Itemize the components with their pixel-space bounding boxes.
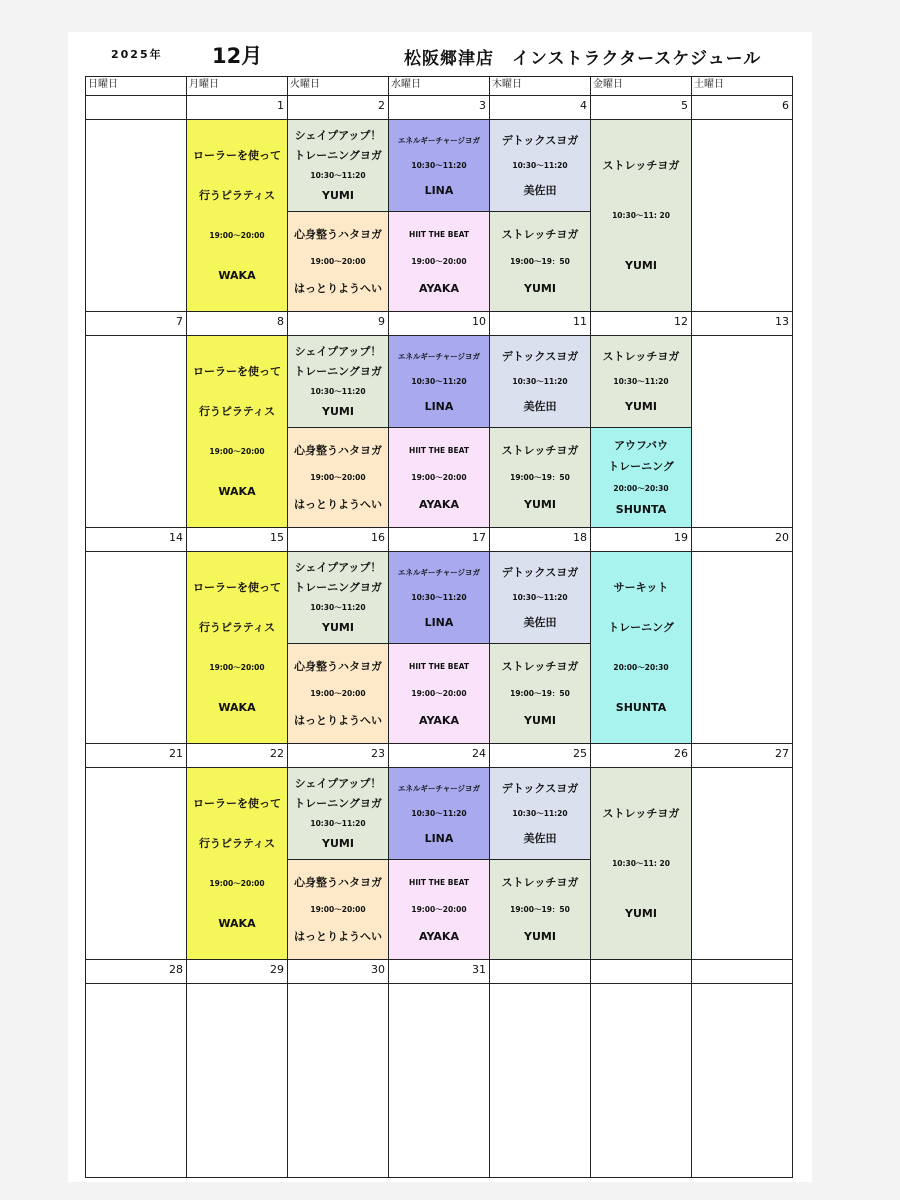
class-text: 行うピラティス — [198, 837, 276, 850]
class-text: 美佐田 — [523, 616, 557, 629]
class-block — [388, 335, 490, 428]
class-text: エネルギーチャージヨガ — [397, 136, 481, 145]
day-number: 1 — [186, 95, 288, 120]
day-number: 8 — [186, 311, 288, 336]
class-text: YUMI — [322, 405, 354, 418]
class-text: 19:00～20:00 — [411, 689, 467, 698]
class-block — [186, 551, 288, 744]
class-text: ローラーを使って — [193, 149, 281, 162]
day-cell — [691, 767, 793, 960]
class-text: AYAKA — [419, 930, 459, 943]
class-text: サーキット — [613, 581, 669, 594]
class-text: 心身整うハタヨガ — [294, 660, 382, 673]
class-text: 10:30～11:20 — [512, 593, 568, 602]
class-block — [287, 335, 389, 428]
day-cell — [691, 551, 793, 744]
class-text: 19:00～19：50 — [510, 473, 570, 482]
class-text: YUMI — [625, 400, 657, 413]
class-block — [590, 335, 692, 428]
class-text: 19:00～20:00 — [209, 879, 265, 888]
day-number — [85, 95, 187, 120]
class-block — [186, 119, 288, 312]
day-number: 6 — [691, 95, 793, 120]
class-block — [388, 767, 490, 860]
day-number — [590, 959, 692, 984]
class-block — [388, 211, 490, 312]
day-number: 14 — [85, 527, 187, 552]
class-text: YUMI — [322, 189, 354, 202]
class-text: アウフバウ — [613, 438, 669, 452]
weekday-header: 水曜日 — [388, 76, 490, 96]
class-text: HIIT THE BEAT — [409, 878, 469, 887]
class-text: WAKA — [218, 701, 256, 714]
day-number: 27 — [691, 743, 793, 768]
class-text: 19:00～20:00 — [411, 905, 467, 914]
class-text: YUMI — [322, 621, 354, 634]
class-text: SHUNTA — [615, 701, 667, 714]
class-text: 19:00～20:00 — [209, 663, 265, 672]
day-number: 5 — [590, 95, 692, 120]
class-block — [388, 859, 490, 960]
class-text: 心身整うハタヨガ — [294, 228, 382, 241]
day-cell — [388, 983, 490, 1178]
class-block — [489, 427, 591, 528]
class-text: デトックスヨガ — [501, 782, 579, 795]
day-number: 22 — [186, 743, 288, 768]
class-text: エネルギーチャージヨガ — [397, 784, 481, 793]
class-text: YUMI — [625, 907, 657, 920]
class-text: ストレッチヨガ — [602, 159, 680, 172]
class-text: SHUNTA — [615, 503, 667, 517]
day-cell — [85, 983, 187, 1178]
weekday-header: 土曜日 — [691, 76, 793, 96]
class-text: 19:00～20:00 — [310, 257, 366, 266]
class-text: HIIT THE BEAT — [409, 662, 469, 671]
day-number: 12 — [590, 311, 692, 336]
class-text: 19:00～20:00 — [209, 447, 265, 456]
class-text: 心身整うハタヨガ — [294, 876, 382, 889]
day-cell — [590, 983, 692, 1178]
class-block — [388, 427, 490, 528]
class-text: LINA — [424, 400, 454, 413]
class-text: エネルギーチャージヨガ — [397, 352, 481, 361]
class-text: AYAKA — [419, 498, 459, 511]
day-cell — [85, 551, 187, 744]
class-text: WAKA — [218, 917, 256, 930]
class-text: 10:30～11:20 — [411, 593, 467, 602]
day-number: 3 — [388, 95, 490, 120]
class-text: 20:00～20:30 — [613, 483, 669, 493]
weekday-header: 木曜日 — [489, 76, 591, 96]
class-text: ローラーを使って — [193, 581, 281, 594]
class-text: AYAKA — [419, 282, 459, 295]
class-text: はっとりようへい — [294, 930, 382, 943]
class-block — [590, 767, 692, 960]
class-text: シェイプアップ！ — [294, 129, 382, 142]
class-block — [287, 211, 389, 312]
day-number: 15 — [186, 527, 288, 552]
day-number: 31 — [388, 959, 490, 984]
day-cell — [85, 335, 187, 528]
class-block — [489, 335, 591, 428]
class-text: トレーニング — [608, 621, 674, 634]
class-text: AYAKA — [419, 714, 459, 727]
class-text: 19:00～20:00 — [310, 905, 366, 914]
class-block — [388, 643, 490, 744]
class-text: 20:00～20:30 — [613, 663, 669, 672]
class-text: YUMI — [524, 282, 556, 295]
class-text: 19:00～20:00 — [310, 689, 366, 698]
class-text: 行うピラティス — [198, 405, 276, 418]
class-text: トレーニングヨガ — [294, 797, 382, 810]
class-text: HIIT THE BEAT — [409, 230, 469, 239]
class-text: 19:00～19：50 — [510, 905, 570, 914]
class-text: デトックスヨガ — [501, 566, 579, 579]
day-number: 19 — [590, 527, 692, 552]
day-number: 17 — [388, 527, 490, 552]
class-text: 美佐田 — [523, 184, 557, 197]
class-text: 10:30～11:20 — [411, 809, 467, 818]
class-text: ローラーを使って — [193, 365, 281, 378]
class-block — [287, 551, 389, 644]
class-text: 10:30～11:20 — [310, 171, 366, 180]
day-number: 7 — [85, 311, 187, 336]
class-text: ストレッチヨガ — [501, 444, 579, 457]
day-cell — [691, 335, 793, 528]
class-block — [287, 119, 389, 212]
class-text: WAKA — [218, 485, 256, 498]
class-text: ストレッチヨガ — [501, 876, 579, 889]
day-number: 16 — [287, 527, 389, 552]
class-block — [287, 427, 389, 528]
class-text: WAKA — [218, 269, 256, 282]
day-cell — [186, 983, 288, 1178]
class-text: 10:30～11:20 — [411, 161, 467, 170]
class-text: 19:00～19：50 — [510, 257, 570, 266]
day-cell — [691, 983, 793, 1178]
class-text: 心身整うハタヨガ — [294, 444, 382, 457]
class-text: HIIT THE BEAT — [409, 446, 469, 455]
day-cell — [489, 983, 591, 1178]
class-text: LINA — [424, 616, 454, 629]
class-text: 19:00～20:00 — [209, 231, 265, 240]
class-text: デトックスヨガ — [501, 350, 579, 363]
day-number: 28 — [85, 959, 187, 984]
class-text: YUMI — [524, 714, 556, 727]
class-block — [590, 119, 692, 312]
class-text: 19:00～20:00 — [411, 257, 467, 266]
class-text: シェイプアップ！ — [294, 777, 382, 790]
class-text: 10:30～11:20 — [512, 809, 568, 818]
class-text: YUMI — [524, 498, 556, 511]
weekday-header: 火曜日 — [287, 76, 389, 96]
class-text: 美佐田 — [523, 832, 557, 845]
class-text: 10:30～11:20 — [512, 161, 568, 170]
class-text: ストレッチヨガ — [501, 660, 579, 673]
class-block — [489, 859, 591, 960]
class-block — [186, 335, 288, 528]
day-number: 26 — [590, 743, 692, 768]
class-text: 10:30～11:20 — [512, 377, 568, 386]
year-label: 2025年 — [111, 48, 163, 61]
day-number: 11 — [489, 311, 591, 336]
day-cell — [691, 119, 793, 312]
day-number — [691, 959, 793, 984]
class-text: トレーニングヨガ — [294, 149, 382, 162]
class-text: シェイプアップ！ — [294, 561, 382, 574]
class-text: デトックスヨガ — [501, 134, 579, 147]
class-block — [287, 643, 389, 744]
day-number: 29 — [186, 959, 288, 984]
class-block — [489, 211, 591, 312]
class-text: シェイプアップ！ — [294, 345, 382, 358]
class-text: 10:30～11:20 — [613, 377, 669, 386]
day-number: 20 — [691, 527, 793, 552]
day-cell — [287, 983, 389, 1178]
class-text: LINA — [424, 184, 454, 197]
weekday-header: 金曜日 — [590, 76, 692, 96]
day-number: 10 — [388, 311, 490, 336]
day-number: 21 — [85, 743, 187, 768]
class-text: トレーニング — [608, 460, 674, 474]
class-text: YUMI — [322, 837, 354, 850]
schedule-title: 松阪郷津店 インストラクタースケジュール — [404, 49, 762, 69]
day-number: 4 — [489, 95, 591, 120]
day-number: 9 — [287, 311, 389, 336]
day-number: 24 — [388, 743, 490, 768]
class-text: 19:00～19：50 — [510, 689, 570, 698]
day-cell — [85, 767, 187, 960]
class-text: 行うピラティス — [198, 621, 276, 634]
day-number — [489, 959, 591, 984]
class-text: エネルギーチャージヨガ — [397, 568, 481, 577]
class-text: 10:30～11:20 — [310, 603, 366, 612]
class-text: 10:30～11:20 — [411, 377, 467, 386]
class-text: トレーニングヨガ — [294, 581, 382, 594]
class-block — [186, 767, 288, 960]
month-label: 12月 — [212, 44, 263, 68]
calendar-grid — [85, 76, 793, 1172]
class-block — [489, 119, 591, 212]
day-number: 23 — [287, 743, 389, 768]
class-block — [489, 551, 591, 644]
class-text: 19:00～20:00 — [411, 473, 467, 482]
class-text: 行うピラティス — [198, 189, 276, 202]
weekday-header: 日曜日 — [85, 76, 187, 96]
class-text: はっとりようへい — [294, 282, 382, 295]
day-number: 2 — [287, 95, 389, 120]
class-text: ストレッチヨガ — [602, 350, 680, 363]
class-text: ローラーを使って — [193, 797, 281, 810]
day-number: 30 — [287, 959, 389, 984]
class-text: 10:30～11: 20 — [612, 211, 670, 220]
class-block — [590, 551, 692, 744]
class-text: はっとりようへい — [294, 714, 382, 727]
class-block — [287, 859, 389, 960]
class-block — [388, 119, 490, 212]
class-text: 美佐田 — [523, 400, 557, 413]
day-number: 13 — [691, 311, 793, 336]
class-block — [590, 427, 692, 528]
class-text: YUMI — [524, 930, 556, 943]
class-text: ストレッチヨガ — [602, 807, 680, 820]
weekday-header: 月曜日 — [186, 76, 288, 96]
class-block — [388, 551, 490, 644]
class-text: 19:00～20:00 — [310, 473, 366, 482]
class-text: はっとりようへい — [294, 498, 382, 511]
class-text: ストレッチヨガ — [501, 228, 579, 241]
class-text: 10:30～11:20 — [310, 819, 366, 828]
class-block — [489, 643, 591, 744]
day-number: 18 — [489, 527, 591, 552]
class-text: LINA — [424, 832, 454, 845]
class-block — [489, 767, 591, 860]
class-block — [287, 767, 389, 860]
class-text: YUMI — [625, 259, 657, 272]
class-text: トレーニングヨガ — [294, 365, 382, 378]
class-text: 10:30～11:20 — [310, 387, 366, 396]
day-number: 25 — [489, 743, 591, 768]
day-cell — [85, 119, 187, 312]
class-text: 10:30～11: 20 — [612, 859, 670, 868]
